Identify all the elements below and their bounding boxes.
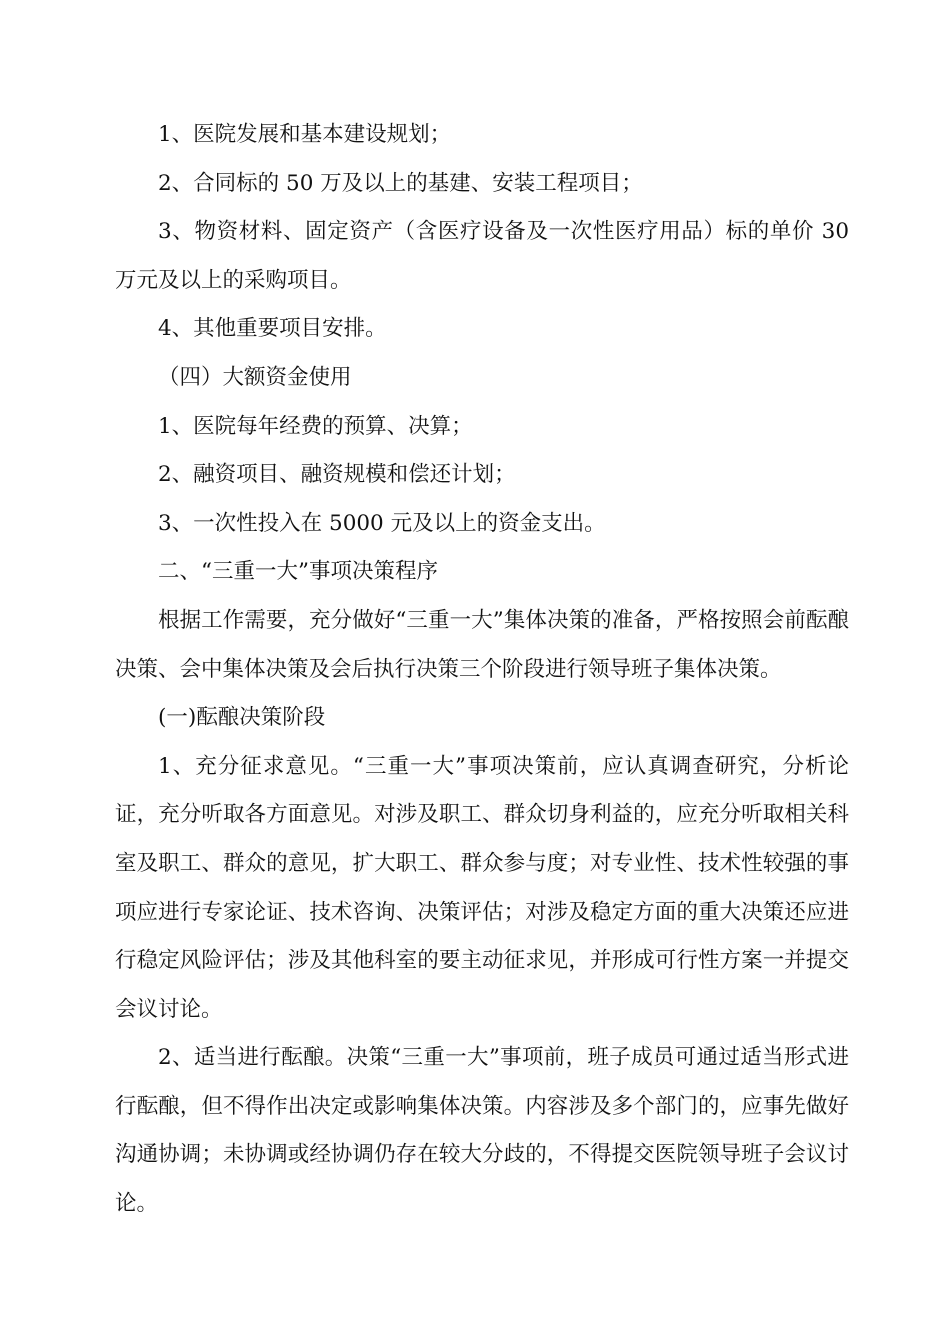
paragraph-item-4: 4、其他重要项目安排。 [158, 316, 387, 342]
paragraph-funds-1: 1、医院每年经费的预算、决算； [158, 413, 473, 439]
paragraph-item-2: 2、合同标的 50 万及以上的基建、安装工程项目； [158, 170, 643, 196]
paragraph-funds-3: 3、一次性投入在 5000 元及以上的资金支出。 [158, 510, 606, 536]
paragraph-item-3: 3、物资材料、固定资产（含医疗设备及一次性医疗用品）标的单价 30 万元及以上的采购项目。 [115, 219, 849, 293]
paragraph-procedure-intro: 根据工作需要，充分做好“三重一大”集体决策的准备，严格按照会前酝酿决策、会中集体决策及会后执行决策三个阶段进行领导班子集体决策。 [115, 607, 849, 682]
paragraph-funds-2: 2、融资项目、融资规模和偿还计划； [158, 462, 516, 488]
document-body [115, 111, 849, 1229]
section-heading-large-funds: （四）大额资金使用 [158, 364, 352, 390]
section-heading-deliberation: (一)酝酿决策阶段 [158, 705, 326, 731]
paragraph-solicit-opinions: 1、充分征求意见。“三重一大”事项决策前，应认真调查研究，分析论证，充分听取各方面意见。对涉及职工、群众切身利益的，应充分听取相关科室及职工、群众的意见，扩大职工、群众参与度；对专业性、技术性较强的事项应进行专家论证、技术咨询、决策评估；对涉及稳定方面的重大决策还应进行稳定风险评估；涉及其他科室的要主动征求见，并形成可行性方案一并提交会议讨论。 [115, 753, 849, 1022]
section-heading-procedure: 二、“三重一大”事项决策程序 [158, 559, 438, 585]
paragraph-item-1: 1、医院发展和基本建设规划； [158, 122, 452, 147]
paragraph-deliberation: 2、适当进行酝酿。决策“三重一大”事项前，班子成员可通过适当形式进行酝酿，但不得作出决定或影响集体决策。内容涉及多个部门的，应事先做好沟通协调；未协调或经协调仍存在较大分歧的，不得提交医院领导班子会议讨论。 [115, 1045, 849, 1217]
